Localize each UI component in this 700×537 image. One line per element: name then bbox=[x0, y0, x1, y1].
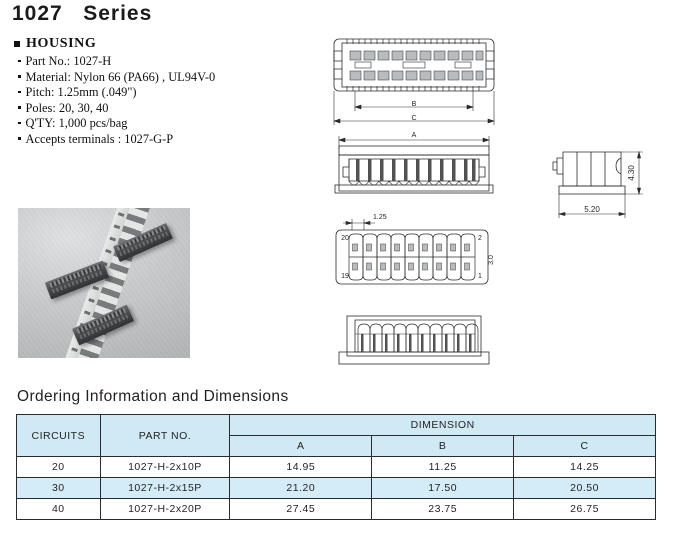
cell-part-no: 1027-H-2x15P bbox=[100, 478, 230, 499]
spec-heading bbox=[14, 36, 314, 52]
cell-dim-c: 26.75 bbox=[514, 499, 656, 520]
dim-b-label: B bbox=[411, 101, 417, 108]
dot-bullet-icon bbox=[18, 75, 21, 78]
cell-dim-a: 21.20 bbox=[230, 478, 372, 499]
dim-a-label: A bbox=[411, 132, 417, 139]
dim-height-label: 4.30 bbox=[627, 165, 636, 181]
spec-item-label: Part No.: 1027-H bbox=[25, 54, 112, 68]
pin-number-1: 1 bbox=[478, 273, 482, 280]
dot-bullet-icon bbox=[18, 60, 21, 63]
dot-bullet-icon bbox=[18, 137, 21, 140]
housing-spec-block bbox=[14, 36, 314, 148]
spec-item-label: Accepts terminals : 1027-G-P bbox=[25, 131, 174, 146]
column-header-a: A bbox=[230, 436, 372, 457]
dim-width-label: 5.20 bbox=[584, 205, 600, 214]
cell-dim-b: 23.75 bbox=[372, 499, 514, 520]
spec-heading-label: HOUSING bbox=[26, 36, 97, 51]
drawing-front-view bbox=[325, 128, 515, 203]
column-header-circuits: CIRCUITS bbox=[17, 415, 101, 457]
cell-circuits: 30 bbox=[17, 478, 101, 499]
cell-part-no: 1027-H-2x20P bbox=[100, 499, 230, 520]
spec-item-label: Q'TY: 1,000 pcs/bag bbox=[25, 116, 128, 131]
cell-dim-b: 11.25 bbox=[372, 457, 514, 478]
column-header-c: C bbox=[514, 436, 656, 457]
drawing-rear-view bbox=[325, 308, 515, 378]
cell-circuits: 40 bbox=[17, 499, 101, 520]
spec-item-pitch bbox=[14, 85, 314, 101]
pitch-label: 1.25 bbox=[373, 214, 387, 221]
dot-bullet-icon bbox=[18, 106, 21, 109]
spec-item-label: Poles: 20, 30, 40 bbox=[25, 100, 109, 115]
cell-part-no: 1027-H-2x10P bbox=[100, 457, 230, 478]
spec-item-qty bbox=[14, 116, 314, 132]
column-header-b: B bbox=[372, 436, 514, 457]
pin-number-20: 20 bbox=[341, 235, 349, 242]
cell-dim-c: 14.25 bbox=[514, 457, 656, 478]
drawing-side-view bbox=[545, 140, 655, 230]
dot-bullet-icon bbox=[18, 91, 21, 94]
product-photo bbox=[18, 208, 190, 358]
pin-number-19: 19 bbox=[341, 273, 349, 280]
page-title: 1027 Series bbox=[12, 2, 153, 25]
spec-item-label: Pitch: 1.25mm (.049") bbox=[25, 85, 137, 100]
table-row bbox=[17, 457, 656, 478]
spec-item-terminals bbox=[14, 132, 314, 148]
spec-item-material bbox=[14, 70, 314, 86]
ordering-section-heading: Ordering Information and Dimensions bbox=[17, 388, 289, 405]
cell-dim-c: 20.50 bbox=[514, 478, 656, 499]
table-row bbox=[17, 499, 656, 520]
cell-dim-b: 17.50 bbox=[372, 478, 514, 499]
cell-circuits: 20 bbox=[17, 457, 101, 478]
square-bullet-icon bbox=[14, 41, 20, 47]
dot-bullet-icon bbox=[18, 122, 21, 125]
ordering-dimensions-table bbox=[16, 414, 656, 520]
dim-c-label: C bbox=[411, 115, 417, 122]
spec-item-poles bbox=[14, 101, 314, 117]
spec-item-label: Material: Nylon 66 (PA66) , UL94V-0 bbox=[25, 69, 216, 84]
table-row bbox=[17, 478, 656, 499]
drawing-top-view bbox=[325, 33, 515, 138]
pin-number-2: 2 bbox=[478, 235, 482, 242]
drawing-bottom-view bbox=[325, 208, 515, 298]
column-header-part-no: PART NO. bbox=[100, 415, 230, 457]
column-header-dimension: DIMENSION bbox=[230, 415, 656, 436]
cell-dim-a: 27.45 bbox=[230, 499, 372, 520]
side-note-label: 3.0 bbox=[488, 255, 495, 265]
table-header-row-1 bbox=[17, 415, 656, 436]
cell-dim-a: 14.95 bbox=[230, 457, 372, 478]
spec-item-part-no bbox=[14, 54, 314, 70]
